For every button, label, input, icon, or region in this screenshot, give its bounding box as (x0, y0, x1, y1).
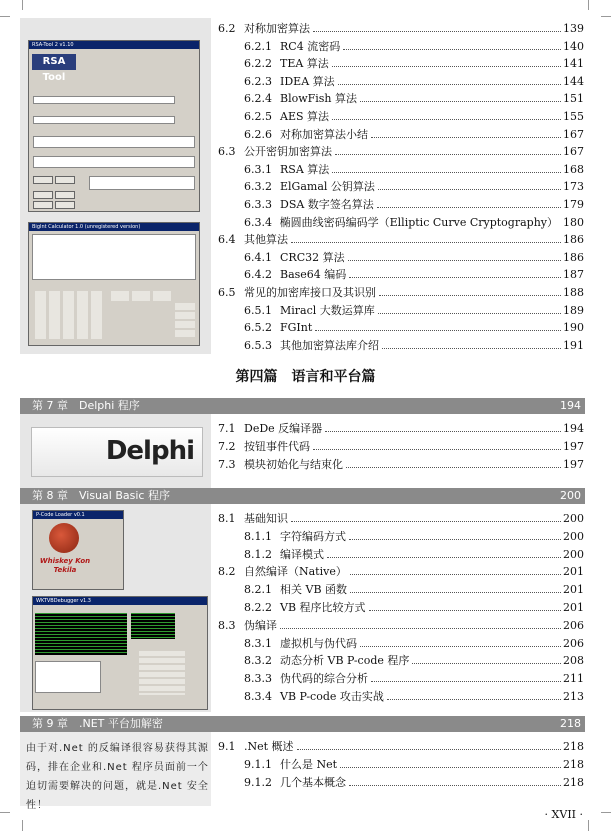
toc-entry-number: 6.3.4 (244, 215, 272, 229)
whiskey-globe (49, 523, 79, 553)
toc-entry-page: 197 (563, 457, 584, 471)
chapter-page: 218 (560, 717, 581, 730)
toc-entry-page: 179 (563, 198, 584, 211)
rsatool-field (33, 96, 175, 104)
toc-entry-number: 8.1 (218, 512, 236, 525)
toc-entry-number: 8.3.4 (244, 690, 272, 703)
toc-entry-page: 218 (563, 740, 584, 753)
chapter-label: 第 8 章 Visual Basic 程序 (32, 489, 170, 502)
toc-leader-dots (325, 430, 561, 432)
crop-mark (588, 820, 589, 831)
toc-entry-page: 200 (563, 529, 584, 543)
toc-entry-page: 139 (563, 22, 584, 35)
toc-entry (218, 512, 584, 525)
toc-entry (244, 128, 584, 141)
toc-entry-page: 211 (563, 672, 584, 686)
toc-entry-title: FGInt (280, 321, 313, 335)
chapter-label: 第 7 章 Delphi 程序 (32, 399, 140, 412)
toc-entry-page: 167 (563, 127, 584, 141)
toc-entry (244, 198, 584, 211)
chapter-8-bar (20, 488, 585, 504)
rsatool-button (55, 191, 75, 199)
toc-entry-number: 6.2.5 (244, 110, 272, 123)
toc-entry-page: 173 (563, 180, 584, 194)
toc-entry-title: IDEA 算法 (280, 74, 335, 88)
toc-entry-number: 9.1.1 (244, 757, 272, 771)
toc-entry-title: 伪编译 (244, 618, 277, 632)
toc-entry (218, 22, 584, 35)
toc-leader-dots (349, 784, 561, 786)
toc-entry-page: 155 (563, 110, 584, 123)
toc-leader-dots (349, 538, 561, 540)
toc-entry-page: 197 (563, 439, 584, 453)
rsatool-button (55, 176, 75, 184)
toc-entry-title: 几个基本概念 (280, 775, 346, 789)
toc-leader-dots (335, 153, 561, 155)
rsatool-titlebar: RSA-Tool 2 v1.10 (29, 41, 199, 49)
bigint-keypad (35, 291, 105, 339)
toc-entry-page: 206 (563, 618, 584, 632)
bigint-buttons (111, 291, 171, 301)
toc-entry-title: DSA 数字签名算法 (280, 198, 374, 211)
toc-entry (244, 268, 584, 281)
toc-entry-title: AES 算法 (280, 110, 330, 123)
toc-entry (244, 75, 584, 88)
toc-entry (244, 583, 584, 596)
rsatool-field (33, 156, 195, 168)
rsatool-button (33, 176, 53, 184)
chapter-page: 194 (560, 399, 581, 412)
toc-entry-number: 8.3.2 (244, 654, 272, 668)
toc-entry-number: 9.1 (218, 740, 236, 753)
bigint-display (32, 234, 196, 280)
toc-entry-number: 9.1.2 (244, 775, 272, 789)
toc-entry-page: 189 (563, 303, 584, 317)
bigint-screenshot (28, 222, 200, 346)
toc-entry-title: 字符编码方式 (280, 529, 346, 543)
toc-entry-page: 208 (563, 654, 584, 668)
toc-leader-dots (343, 48, 561, 50)
whiskey-text: Whiskey Kon Tekila (39, 557, 91, 574)
rsatool-field (33, 116, 175, 124)
toc-leader-dots (349, 276, 561, 278)
toc-entry-number: 8.1.2 (244, 547, 272, 561)
vbdebugger-screenshot (32, 596, 208, 710)
vbdebugger-buttons (139, 651, 185, 695)
toc-entry-title: 什么是 Net (280, 757, 338, 771)
toc-entry (218, 458, 584, 471)
toc-entry (244, 339, 584, 352)
toc-leader-dots (377, 206, 561, 208)
toc-entry-page: 194 (563, 422, 584, 435)
toc-entry-page: 140 (563, 39, 584, 53)
toc-entry-page: 218 (563, 757, 584, 771)
chapter-page: 200 (560, 489, 581, 502)
toc-leader-dots (315, 329, 561, 331)
rsatool-logo: RSA Tool (32, 54, 76, 70)
toc-entry-title: BlowFish 算法 (280, 92, 358, 106)
rsatool-button (33, 191, 53, 199)
toc-entry-title: 基础知识 (244, 512, 288, 525)
toc-entry-page: 213 (563, 690, 584, 703)
crop-mark (601, 812, 611, 813)
toc-entry-title: 动态分析 VB P-code 程序 (280, 654, 410, 668)
toc-entry (244, 637, 584, 650)
crop-mark (22, 0, 23, 10)
rsatool-screenshot (28, 40, 200, 212)
toc-entry-number: 8.2 (218, 565, 236, 579)
toc-entry-page: 190 (563, 321, 584, 335)
chapter-label: 第 9 章 .NET 平台加解密 (32, 717, 163, 730)
toc-entry-number: 6.3.1 (244, 162, 272, 176)
toc-entry-page: 151 (563, 92, 584, 106)
crop-mark (0, 16, 10, 17)
toc-leader-dots (332, 65, 561, 67)
toc-entry-title: .Net 概述 (244, 740, 294, 753)
toc-entry-number: 8.3 (218, 618, 236, 632)
toc-leader-dots (387, 698, 561, 700)
toc-entry (244, 530, 584, 543)
chapter-9-note: 由于对.Net 的反编译很容易获得其源码，排在企业和.Net 程序员面前一个迫切需要解决的问题，就是.Net 安全性！ (26, 743, 209, 811)
toc-entry-title: Base64 编码 (280, 268, 347, 282)
toc-entry-number: 8.1.1 (244, 529, 272, 543)
page-number: · XVII · (544, 808, 583, 821)
toc-leader-dots (371, 136, 561, 138)
toc-entry-title: TEA 算法 (280, 57, 329, 71)
toc-leader-dots (378, 312, 561, 314)
toc-entry (244, 216, 584, 229)
toc-entry-title: 常见的加密库接口及其识别 (244, 286, 376, 299)
toc-entry-number: 6.5.3 (244, 338, 272, 352)
toc-entry-title: RC4 流密码 (280, 39, 341, 53)
delphi-logo-text: Delphi (105, 436, 194, 466)
toc-entry-number: 6.2.6 (244, 127, 272, 141)
toc-entry-page: 200 (563, 547, 584, 561)
toc-entry (244, 304, 584, 317)
pcode-loader-screenshot (32, 510, 124, 590)
toc-entry (218, 286, 584, 299)
toc-entry-title: 其他加密算法库介绍 (280, 338, 379, 352)
toc-entry-page: 201 (563, 565, 584, 579)
toc-leader-dots (346, 466, 561, 468)
toc-entry-page: 180 (563, 215, 584, 229)
toc-leader-dots (313, 30, 561, 32)
toc-entry-number: 6.5.2 (244, 321, 272, 335)
rsatool-button (33, 201, 53, 209)
toc-entry (218, 619, 584, 632)
toc-entry-title: 对称加密算法小结 (280, 127, 368, 141)
vbdebugger-memory-pane (35, 661, 101, 693)
toc-entry-number: 6.3.2 (244, 180, 272, 194)
toc-entry (218, 740, 584, 753)
toc-entry (244, 776, 584, 789)
crop-mark (22, 820, 23, 831)
toc-entry (218, 440, 584, 453)
toc-entry-number: 6.2.2 (244, 57, 272, 71)
toc-entry (244, 654, 584, 667)
chapter-7-bar (20, 398, 585, 414)
toc-leader-dots (378, 188, 561, 190)
toc-entry-title: VB P-code 攻击实战 (280, 690, 384, 703)
toc-entry-number: 6.4.2 (244, 268, 272, 282)
toc-entry (244, 40, 584, 53)
toc-entry (244, 672, 584, 685)
toc-entry-title: CRC32 算法 (280, 250, 345, 264)
toc-entry-page: 187 (563, 268, 584, 282)
toc-entry-number: 6.5.1 (244, 303, 272, 317)
toc-entry-page: 186 (563, 250, 584, 264)
toc-leader-dots (280, 627, 561, 629)
toc-entry-title: ElGamal 公钥算法 (280, 180, 375, 194)
toc-entry (244, 548, 584, 561)
toc-entry-page: 200 (563, 512, 584, 525)
toc-entry-number: 6.3.3 (244, 198, 272, 211)
toc-entry-title: 椭圆曲线密码编码学（Elliptic Curve Cryptography） (279, 215, 558, 229)
toc-entry-number: 6.4.1 (244, 250, 272, 264)
delphi-logo (31, 427, 203, 477)
toc-entry-number: 6.5 (218, 286, 236, 299)
toc-entry-number: 7.2 (218, 439, 236, 453)
toc-entry (218, 145, 584, 158)
toc-leader-dots (360, 645, 561, 647)
toc-entry-title: RSA 算法 (280, 162, 330, 176)
toc-leader-dots (369, 609, 561, 611)
toc-entry-title: DeDe 反编译器 (244, 422, 323, 435)
toc-entry-number: 8.3.1 (244, 636, 272, 650)
rsatool-button (55, 201, 75, 209)
toc-entry-number: 6.2 (218, 22, 236, 35)
toc-leader-dots (412, 662, 561, 664)
toc-leader-dots (332, 118, 561, 120)
crop-mark (0, 812, 10, 813)
toc-entry-number: 6.2.3 (244, 74, 272, 88)
toc-entry-number: 6.2.1 (244, 39, 272, 53)
toc-entry-title: 模块初始化与结束化 (244, 457, 343, 471)
toc-entry-page: 218 (563, 775, 584, 789)
toc-leader-dots (313, 448, 561, 450)
toc-entry-page: 201 (563, 601, 584, 614)
toc-entry-title: 相关 VB 函数 (280, 583, 348, 597)
toc-entry (244, 92, 584, 105)
toc-entry (244, 57, 584, 70)
toc-entry-page: 191 (563, 338, 584, 352)
toc-leader-dots (291, 520, 561, 522)
pcode-titlebar: P-Code Loader v0.1 (33, 511, 123, 519)
toc-entry-page: 144 (563, 74, 584, 88)
toc-entry (244, 758, 584, 771)
part-title: 第四篇 语言和平台篇 (235, 369, 376, 385)
toc-entry (244, 321, 584, 334)
toc-entry-page: 201 (563, 583, 584, 597)
chapter-9-bar (20, 716, 585, 732)
crop-mark (601, 16, 611, 17)
toc-leader-dots (327, 556, 561, 558)
toc-entry (244, 690, 584, 703)
toc-entry-title: 虚拟机与伪代码 (280, 636, 357, 650)
toc-leader-dots (297, 748, 561, 750)
toc-entry-page: 206 (563, 636, 584, 650)
toc-leader-dots (382, 347, 561, 349)
toc-entry-number: 6.4 (218, 233, 236, 247)
toc-entry-page: 188 (563, 286, 584, 299)
toc-leader-dots (371, 680, 561, 682)
toc-leader-dots (338, 83, 561, 85)
toc-entry-page: 167 (563, 145, 584, 159)
toc-leader-dots (350, 591, 561, 593)
toc-leader-dots (291, 241, 561, 243)
toc-entry-number: 7.3 (218, 457, 236, 471)
toc-entry-number: 6.3 (218, 145, 236, 159)
toc-entry (244, 110, 584, 123)
bigint-buttons (175, 303, 195, 339)
toc-entry-number: 8.3.3 (244, 672, 272, 686)
toc-entry-number: 7.1 (218, 422, 236, 435)
toc-leader-dots (340, 766, 561, 768)
toc-leader-dots (332, 171, 561, 173)
crop-mark (588, 0, 589, 10)
toc-entry-title: VB 程序比较方式 (280, 601, 366, 614)
toc-entry-page: 141 (563, 57, 584, 71)
toc-entry (218, 233, 584, 246)
toc-leader-dots (350, 573, 561, 575)
toc-leader-dots (360, 100, 561, 102)
toc-entry-title: 对称加密算法 (244, 22, 310, 35)
toc-entry (244, 163, 584, 176)
vbdebugger-stack-pane (131, 613, 175, 639)
vbdebugger-code-pane (35, 613, 127, 655)
toc-entry-number: 8.2.1 (244, 583, 272, 597)
toc-leader-dots (348, 259, 561, 261)
toc-entry (218, 422, 584, 435)
rsatool-field (33, 136, 195, 148)
toc-entry-title: 其他算法 (244, 233, 288, 247)
toc-entry (244, 251, 584, 264)
vbdebugger-titlebar: WKTVBDebugger v1.3 (33, 597, 207, 605)
toc-entry-title: 自然编译（Native） (244, 565, 347, 579)
toc-entry (218, 565, 584, 578)
toc-leader-dots (379, 294, 561, 296)
bigint-titlebar: BigInt Calculator 1.0 (unregistered version) (29, 223, 199, 231)
toc-entry-number: 6.2.4 (244, 92, 272, 106)
toc-entry-page: 168 (563, 162, 584, 176)
toc-entry-title: 伪代码的综合分析 (280, 672, 368, 686)
toc-entry-title: 按钮事件代码 (244, 439, 310, 453)
toc-entry-page: 186 (563, 233, 584, 247)
toc-entry-title: 编译模式 (280, 547, 324, 561)
toc-entry-title: 公开密钥加密算法 (244, 145, 332, 159)
toc-entry-title: Miracl 大数运算库 (280, 303, 375, 317)
rsatool-field (89, 176, 195, 190)
toc-entry-number: 8.2.2 (244, 601, 272, 614)
toc-entry (244, 601, 584, 614)
toc-entry (244, 180, 584, 193)
